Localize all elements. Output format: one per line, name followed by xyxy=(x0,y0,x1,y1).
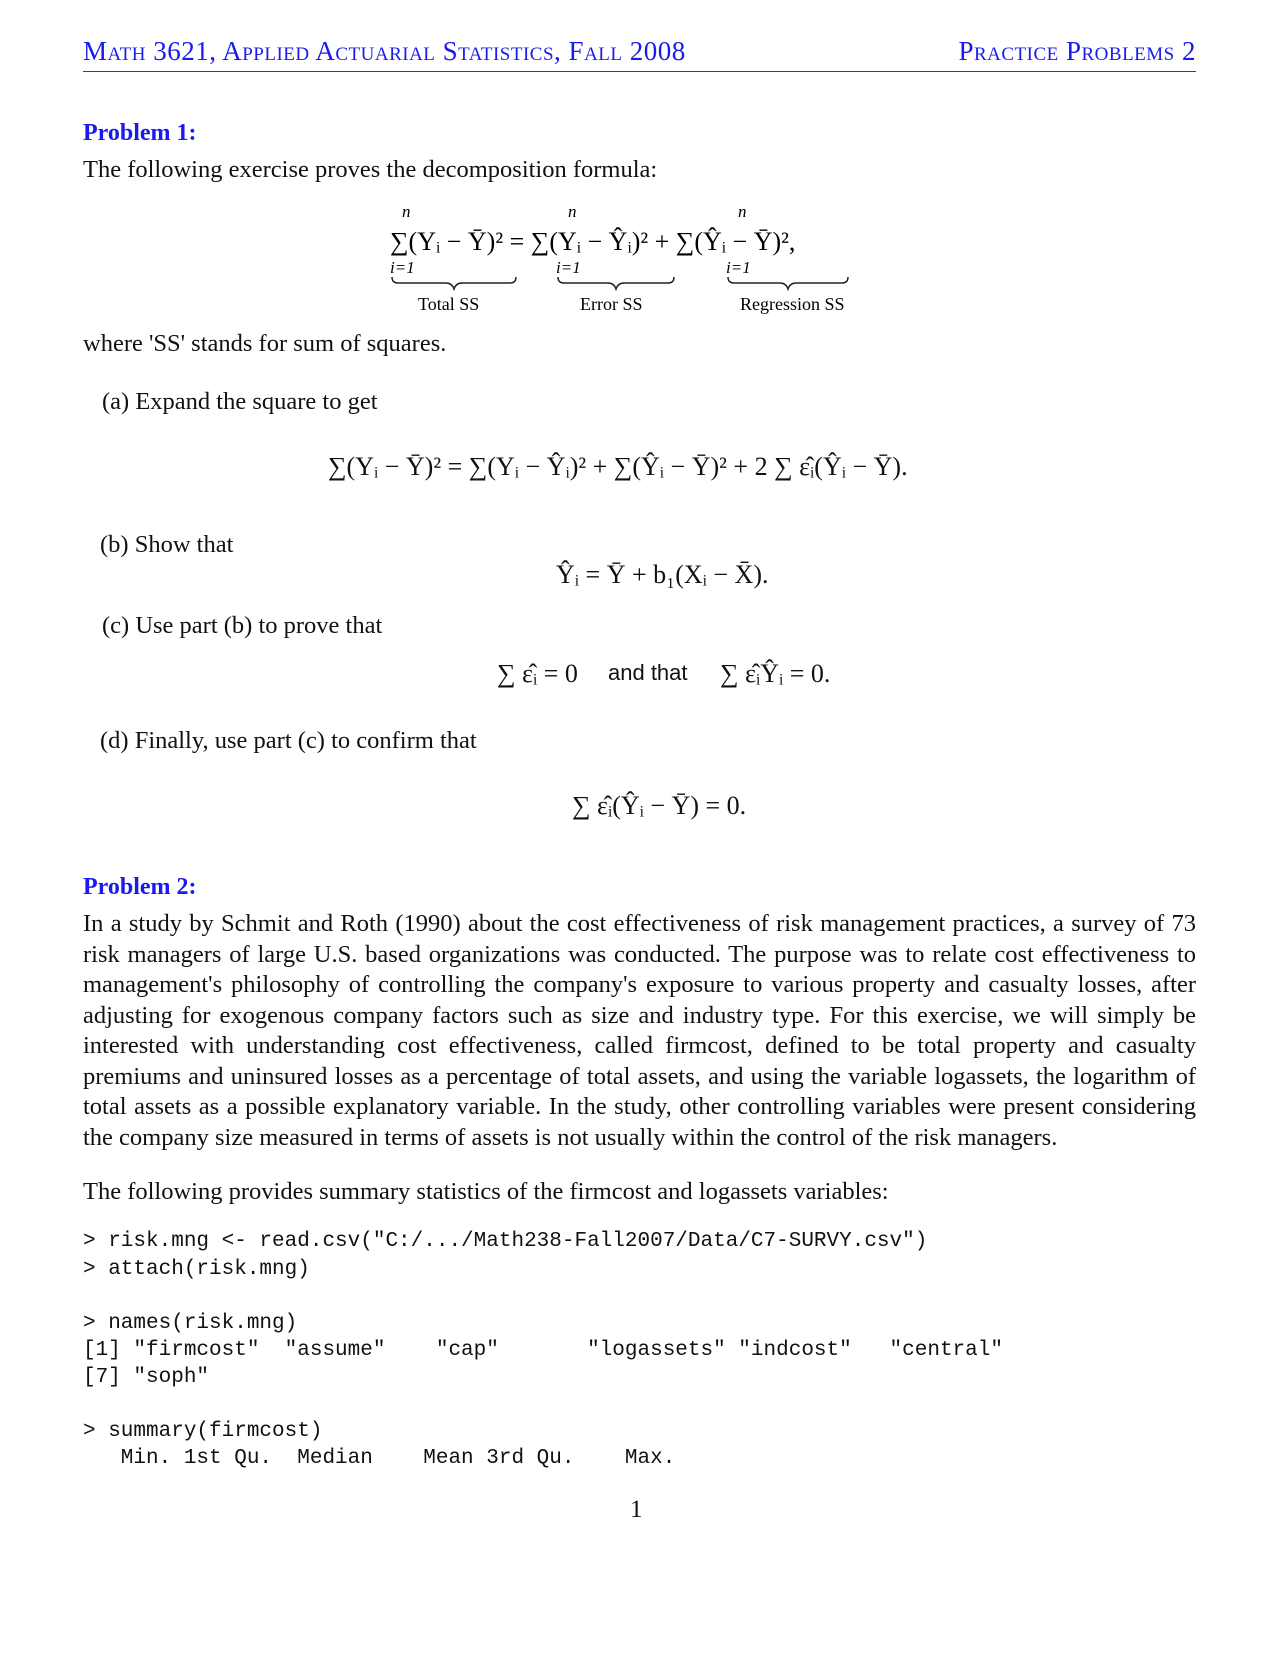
part-d-formula: ∑ ε̂ᵢ(Ŷᵢ − Ȳ) = 0. xyxy=(572,791,747,820)
sum-top-1: n xyxy=(402,205,411,221)
header-right: Practice Problems 2 xyxy=(958,36,1196,66)
problem-2-paragraph: In a study by Schmit and Roth (1990) about the cost effectiveness of risk management practices, a survey of 73 risk managers of large U.S. based organizations was conducted. The purpose was to relate cost effectiveness to management's philosophy of controlling the company's exposure to various property and casualty losses, after adjusting for exogenous company factors such as size and industry type. For this exercise, we will simply be interested with understanding cost effectiveness, called firmcost, defined to be total property and casualty premiums and uninsured losses as a percentage of total assets, and using the variable logassets, the logarithm of total assets as a possible explanatory variable. In the study, other controlling variables were present considering the company size measured in terms of assets is not usually within the control of the risk managers. xyxy=(83,910,1196,1151)
page-number: 1 xyxy=(630,1496,643,1523)
problem-1-intro: The following exercise proves the decomposition formula: xyxy=(83,156,658,183)
label-error-ss: Error SS xyxy=(580,294,643,314)
code-line-2: > attach(risk.mng) xyxy=(83,1258,310,1281)
code-line-3: > names(risk.mng) xyxy=(83,1312,298,1335)
part-c-label: (c) Use part (b) to prove that xyxy=(102,612,383,639)
part-a-expression: ∑(Yᵢ − Ȳ)² = ∑(Yᵢ − Ŷᵢ)² + ∑(Ŷᵢ − Ȳ)² + 2 ∑ ε̂ᵢ(Ŷᵢ − Ȳ). xyxy=(328,452,908,481)
sum-top-3: n xyxy=(738,205,747,221)
brace-error xyxy=(558,277,674,289)
decomposition-expression: ∑(Yᵢ − Ȳ)² = ∑(Yᵢ − Ŷᵢ)² + ∑(Ŷᵢ − Ȳ)², xyxy=(390,227,796,256)
problem-2-title: Problem 2: xyxy=(83,874,197,900)
header-rule xyxy=(83,71,1196,72)
label-regression-ss: Regression SS xyxy=(740,294,845,314)
part-c-formula-2: ∑ ε̂ᵢŶᵢ = 0. xyxy=(720,659,831,688)
sum-bottom-2: i=1 xyxy=(556,258,581,277)
decomposition-formula-svg xyxy=(390,205,910,325)
part-c-formula-1: ∑ ε̂ᵢ = 0 xyxy=(497,659,578,688)
sum-bottom-3: i=1 xyxy=(726,258,751,277)
sum-bottom-1: i=1 xyxy=(390,258,415,277)
decomposition-formula xyxy=(390,205,910,325)
problem-1-title: Problem 1: xyxy=(83,120,197,146)
part-c-and: and that xyxy=(608,660,688,685)
code-line-4: [1] "firmcost" "assume" "cap" "logassets" "indcost" "central" xyxy=(83,1339,1003,1362)
brace-total xyxy=(392,277,516,289)
part-a-label: (a) Expand the square to get xyxy=(102,388,378,415)
part-d-label: (d) Finally, use part (c) to confirm that xyxy=(100,727,477,754)
problem-2-summary-intro: The following provides summary statistics of the firmcost and logassets variables: xyxy=(83,1178,889,1205)
label-total-ss: Total SS xyxy=(418,294,480,314)
code-line-5: [7] "soph" xyxy=(83,1366,210,1389)
code-line-6: > summary(firmcost) xyxy=(83,1420,323,1443)
part-b-label: (b) Show that xyxy=(100,531,234,558)
header-left: Math 3621, Applied Actuarial Statistics, Fall 2008 xyxy=(83,36,686,66)
problem-1-where: where 'SS' stands for sum of squares. xyxy=(83,330,447,357)
brace-regression xyxy=(728,277,848,289)
sum-top-2: n xyxy=(568,205,577,221)
code-line-7: Min. 1st Qu. Median Mean 3rd Qu. Max. xyxy=(83,1447,676,1470)
part-b-formula: Ŷᵢ = Ȳ + b₁(Xᵢ − X̄). xyxy=(556,560,769,589)
code-line-1: > risk.mng <- read.csv("C:/.../Math238-Fall2007/Data/C7-SURVY.csv") xyxy=(83,1230,928,1253)
